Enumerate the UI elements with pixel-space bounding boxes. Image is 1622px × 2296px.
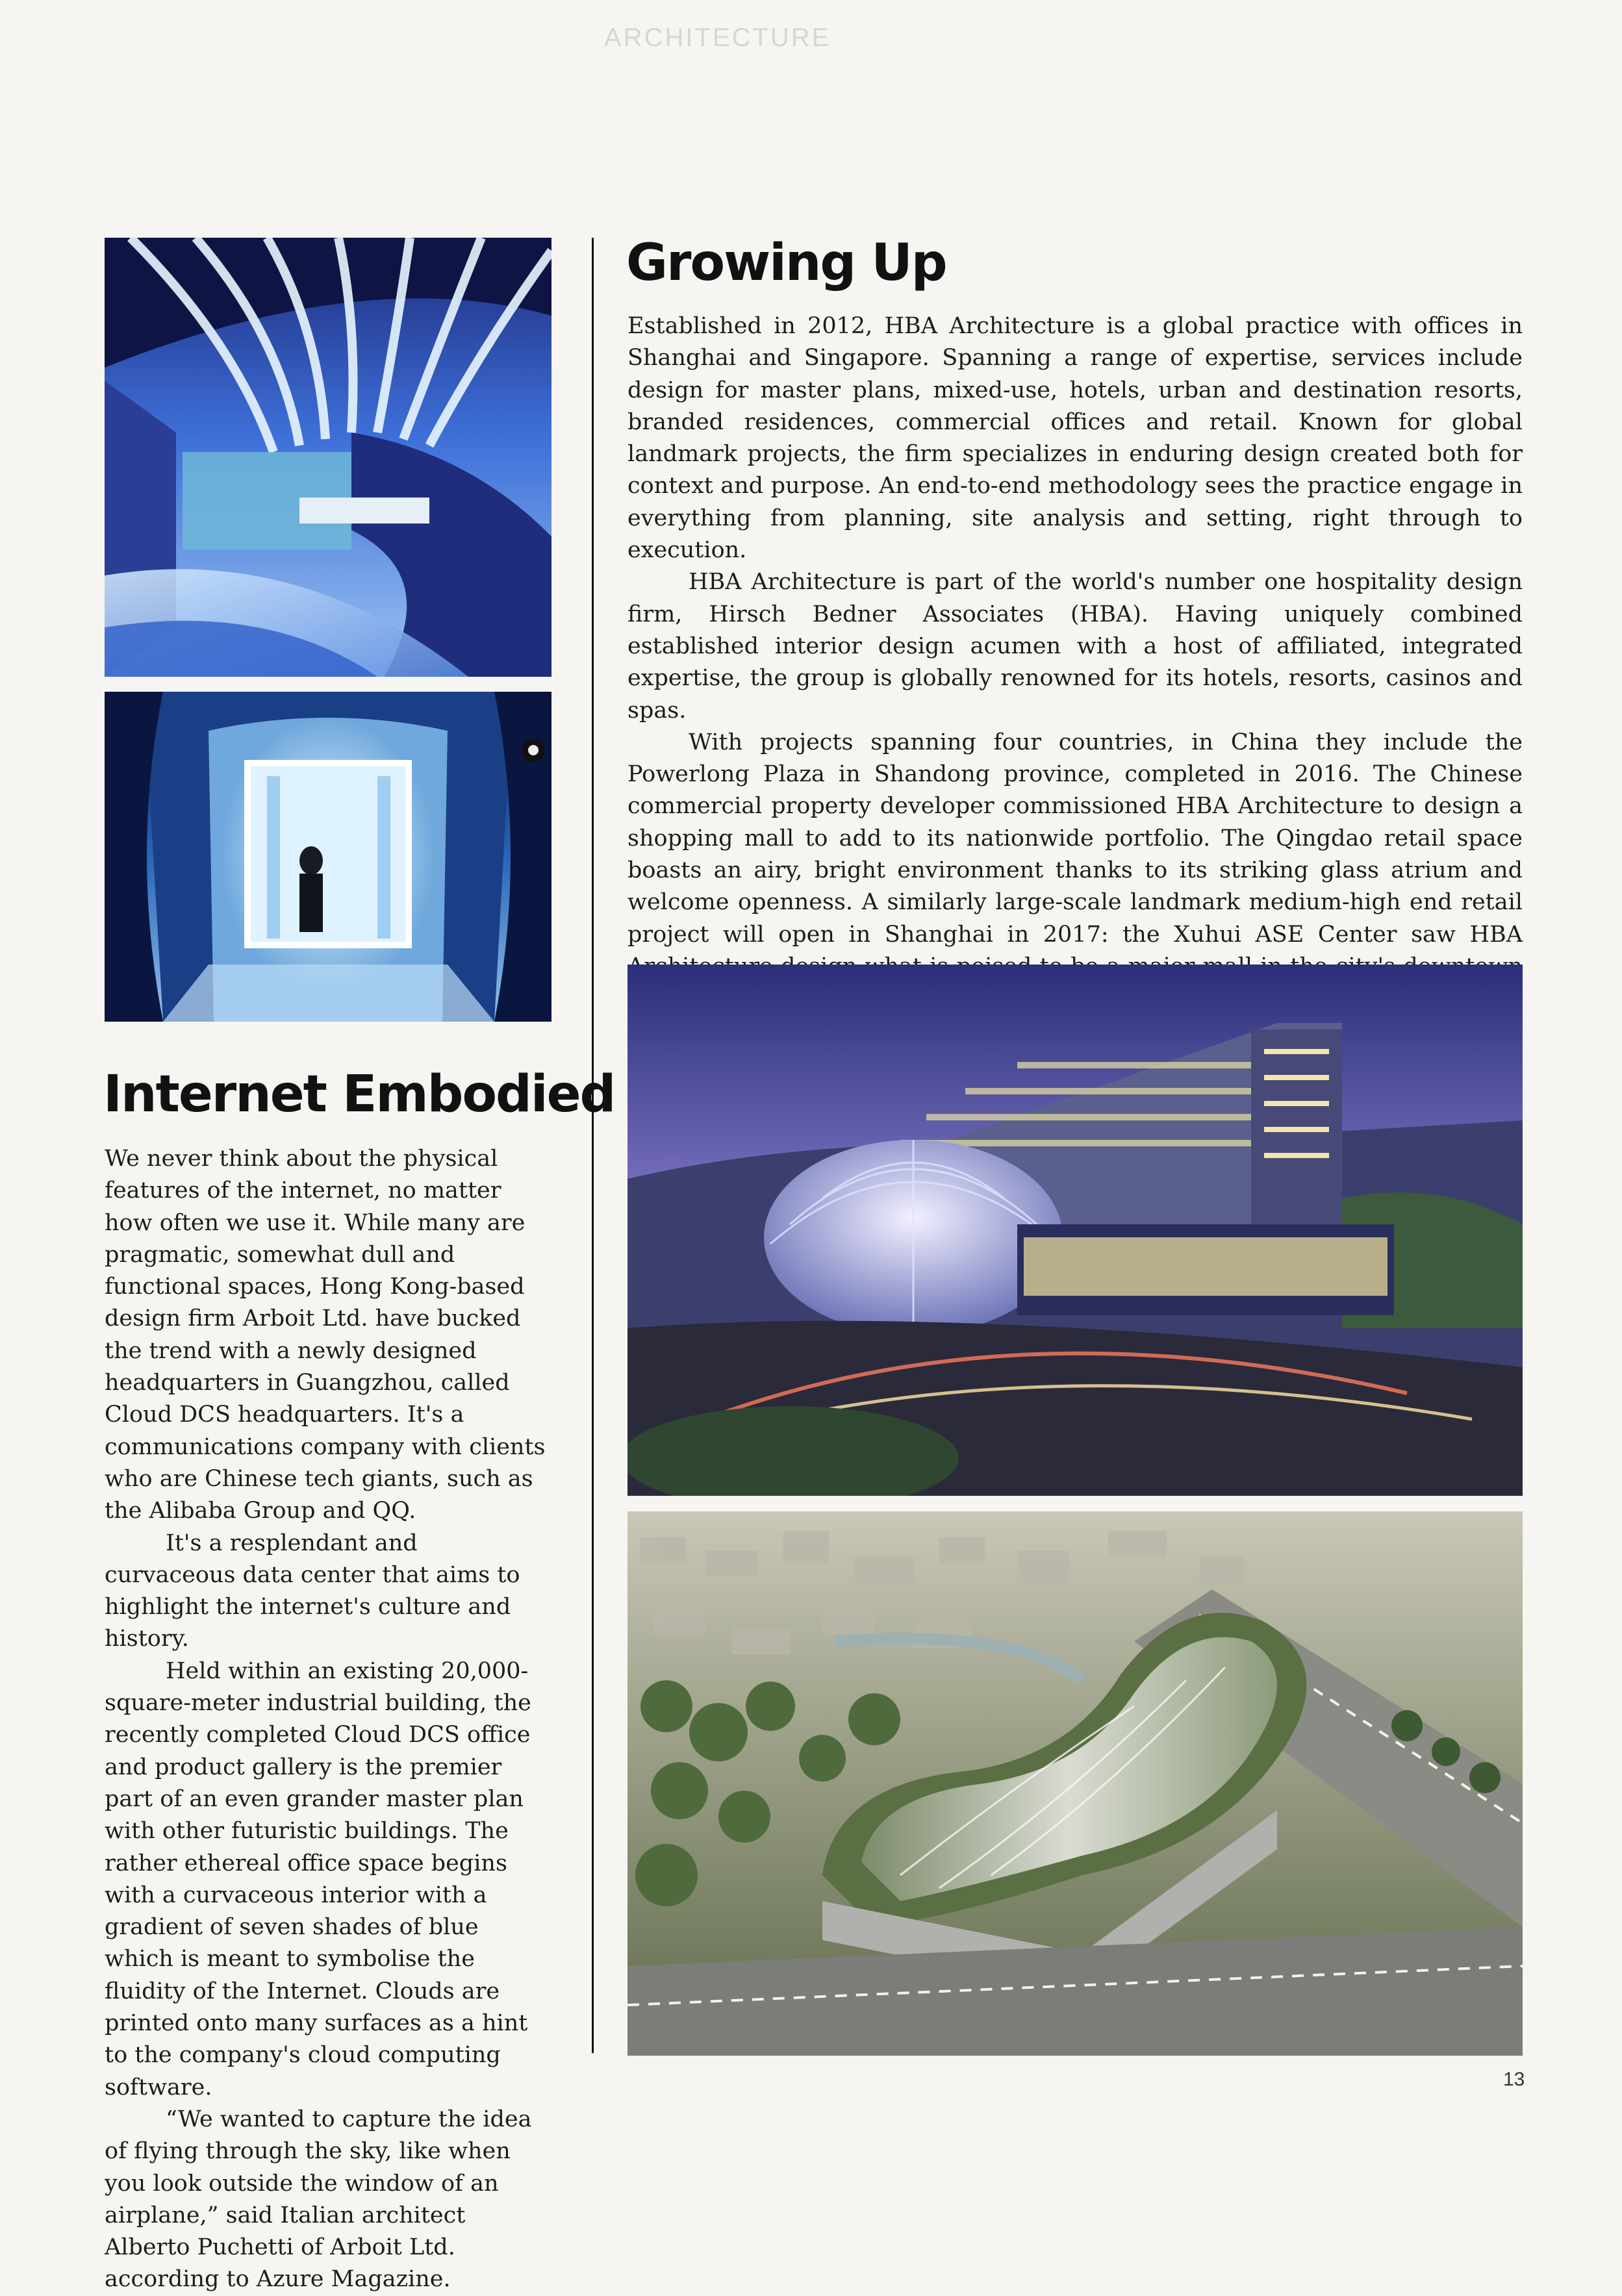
paragraph: With projects spanning four countries, in China they include the Powerlong Plaza in Shandong province, completed in 2016. The Chinese commercial property developer commissioned HBA Architecture to design a shopping mall to add to its nationwide portfolio. The Qingdao retail space boasts an airy, bright environment thanks to its striking glass atrium and welcome openness. A similarly large-scale landmark medium-high end retail project will open in Shanghai in 2017: the Xuhui ASE Center saw HBA xyxy=(627,729,1523,948)
article-internet-embodied xyxy=(105,1143,553,2296)
paragraph: HBA Architecture is part of the world's number one hospitality design firm, Hirsch Bedner Associates (HBA). Having uniquely combined established interior design acumen with a host of affiliated, integrated expertise, the group is globally renowned for its hotels, resorts, casinos and spas. xyxy=(627,569,1523,724)
heading-growing-up: Growing Up xyxy=(626,234,946,292)
paragraph: It's a resplendant and curvaceous data center that aims to highlight the internet's culture and history. xyxy=(105,1530,520,1652)
article-growing-up xyxy=(627,310,1523,1079)
paragraph: “We wanted to capture the idea of flying through the sky, like when you look outside the window of an airplane,” said Italian architect Alberto Puchetti of Arboit Ltd. according to Azure Magazine. xyxy=(105,2106,532,2293)
paragraph: We never think about the physical features of the internet, no matter how often we use it. While many are pragmatic, somewhat dull and functional spaces, Hong Kong-based design firm Arboit Ltd. have bucked the trend with a newly designed headquarters in Guangzhou, called Cloud DCS headquarters. It's a communications company with clients who are Chinese tech giants, such as the Alibaba Group and QQ. xyxy=(105,1146,546,1524)
photo-data-center-interior xyxy=(105,238,551,677)
paragraph: Held within an existing 20,000-square-meter industrial building, the recently completed Cloud DCS office and product gallery is the premier part of an even grander master plan with other futuristic buildings. The rather ethereal office space begins with a curvaceous interior with a gradient of seven shades of blue which is meant to symbolise the fluidity of the Internet. Clouds are printed onto many surfaces as a hint to the company's cloud computing software. xyxy=(105,1658,531,2100)
photo-aerial-mall xyxy=(627,1511,1523,2056)
photo-blue-corridor xyxy=(105,692,551,1022)
page-number: 13 xyxy=(1503,2069,1525,2090)
photo-dome-hotel-dusk xyxy=(627,965,1523,1496)
column-divider xyxy=(592,238,594,2053)
paragraph: Established in 2012, HBA Architecture is a global practice with offices in Shanghai and Singapore. Spanning a range of expertise, services include design for master plans, mixed-use, hotels, urban and destination resorts, branded residences, commercial offices and retail. Known for global landmark projects, the firm specializes in enduring design created both for context and purpose. An end-to-end methodology sees the practice engage in everything from planning, site analysis and setting, right through to execution. xyxy=(627,313,1523,564)
heading-internet-embodied: Internet Embodied xyxy=(103,1065,615,1124)
running-header: ARCHITECTURE xyxy=(604,23,831,52)
